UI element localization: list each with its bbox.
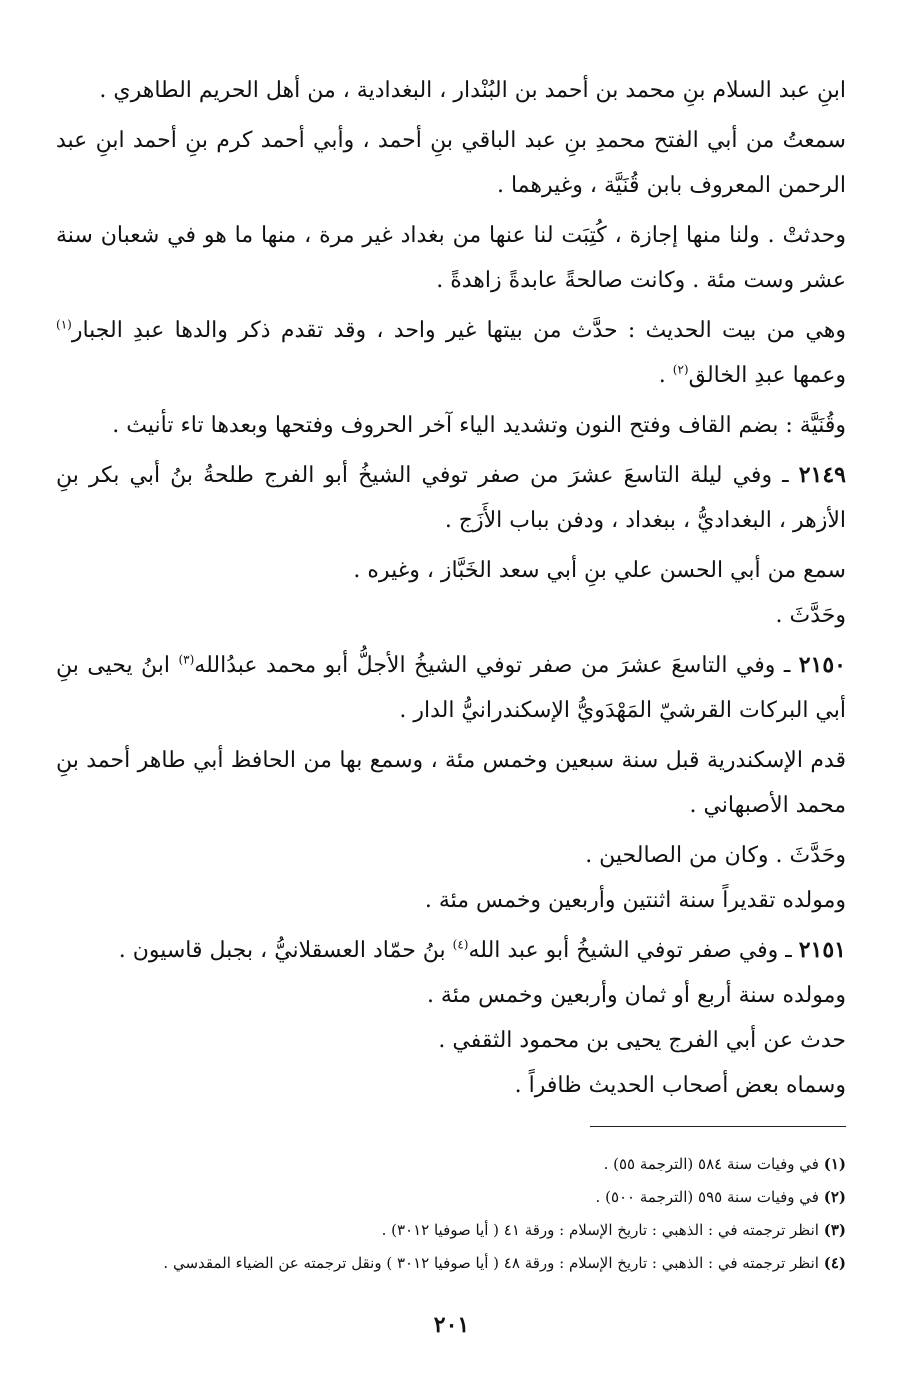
footnote-3: [56, 1214, 846, 1247]
footnote-ref-2: (٢): [672, 362, 689, 377]
footnote-marker: (١): [823, 1155, 846, 1173]
paragraph-4-text-b: وعمها عبدِ الخالق: [688, 363, 846, 388]
entry-2151-text-b: بنُ حمّاد العسقلانيُّ ، بجبل قاسيون .: [118, 938, 453, 963]
paragraph-15: حدث عن أبي الفرج يحيى بن محمود الثقفي .: [438, 1028, 846, 1053]
footnote-marker: (٣): [823, 1221, 846, 1239]
entry-number-2150: ٢١٥٠: [798, 652, 846, 678]
entry-2150-text-a: ـ وفي التاسعَ عشرَ من صفر توفي الشيخُ الأجلُّ أبو محمد عبدُالله: [194, 653, 799, 678]
paragraph-11: وحَدَّثَ . وكان من الصالحين .: [585, 843, 846, 868]
footnote-marker: (٤): [823, 1254, 846, 1272]
footnote-ref-3: (٣): [178, 652, 195, 667]
footnote-text: انظر ترجمته في : الذهبي : تاريخ الإسلام : ورقة ٤١ ( أيا صوفيا ٣٠١٢) .: [381, 1221, 824, 1239]
paragraph-12: ومولده تقديراً سنة اثنتين وأربعين وخمس مئة .: [424, 888, 846, 913]
footnote-2: [56, 1181, 846, 1214]
paragraph-4: [56, 308, 846, 398]
footnote-4: [56, 1247, 846, 1280]
entry-2149-text: ـ وفي ليلة التاسعَ عشرَ من صفر توفي الشيخُ أبو الفرج طلحةُ بنُ أبي بكر بنِ الأزهر ، البغداديُّ ، ببغداد ، ودفن بباب الأَزَج .: [56, 463, 846, 533]
footnote-1: [56, 1148, 846, 1181]
entry-2151-text-a: ـ وفي صفر توفي الشيخُ أبو عبد الله: [468, 938, 799, 963]
entry-number-2151: ٢١٥١: [798, 937, 846, 963]
footnote-divider: [590, 1126, 846, 1127]
paragraph-10: قدم الإسكندرية قبل سنة سبعين وخمس مئة ، وسمع بها من الحافظ أبي طاهر أحمد بنِ محمد الأصبهاني .: [56, 748, 846, 818]
footnote-text: انظر ترجمته في : الذهبي : تاريخ الإسلام : ورقة ٤٨ ( أيا صوفيا ٣٠١٢ ) ونقل ترجمته عن الضياء المقدسي .: [163, 1254, 824, 1272]
paragraph-16: وسماه بعض أصحاب الحديث ظافراً .: [514, 1073, 846, 1098]
entry-2150-text-b: ابنُ يحيى بنِ أبي البركات القرشيّ المَهْدَويُّ الإسكندرانيُّ الدار .: [56, 653, 846, 723]
footnote-text: في وفيات سنة ٥٨٤ (الترجمة ٥٥) .: [603, 1155, 824, 1173]
footnote-ref-1: (١): [56, 317, 72, 332]
footnotes: [56, 1148, 846, 1280]
page-number: ٢٠١: [433, 1312, 470, 1338]
entry-number-2149: ٢١٤٩: [798, 462, 846, 488]
entry-2151: [56, 928, 846, 973]
paragraph-1: ابنِ عبد السلام بنِ محمد بن أحمد بن البُنْدار ، البغدادية ، من أهل الحريم الطاهري .: [99, 78, 846, 103]
paragraph-14: ومولده سنة أربع أو ثمان وأربعين وخمس مئة .: [426, 983, 846, 1008]
paragraph-2: سمعتُ من أبي الفتح محمدِ بنِ عبد الباقي بنِ أحمد ، وأبي أحمد كرم بنِ أحمد ابنِ عبد الرحمن المعروف بابن قُنَيَّة ، وغيرهما .: [56, 128, 846, 198]
entry-2150: [56, 643, 846, 733]
paragraph-4-text-c: .: [658, 363, 673, 388]
footnote-ref-4: (٤): [452, 937, 469, 952]
paragraph-3: وحدثتْ . ولنا منها إجازة ، كُتِبَت لنا عنها من بغداد غير مرة ، منها ما هو في شعبان سنة عشر وست مئة . وكانت صالحةً عابدةً زاهدةً .: [56, 223, 846, 293]
footnote-marker: (٢): [823, 1188, 846, 1206]
paragraph-4-text-a: وهي من بيت الحديث : حدَّث من بيتها غير واحد ، وقد تقدم ذكر والدها عبدِ الجبار: [71, 318, 846, 343]
entry-2149: [56, 453, 846, 543]
paragraph-8: وحَدَّثَ .: [775, 603, 846, 628]
footnote-text: في وفيات سنة ٥٩٥ (الترجمة ٥٠٠) .: [595, 1188, 824, 1206]
main-text: [56, 68, 846, 1108]
paragraph-5: وقُنَيَّة : بضم القاف وفتح النون وتشديد الياء آخر الحروف وفتحها وبعدها تاء تأنيث .: [112, 413, 846, 438]
paragraph-7: سمع من أبي الحسن علي بنِ أبي سعد الخَبَّاز ، وغيره .: [353, 558, 846, 583]
